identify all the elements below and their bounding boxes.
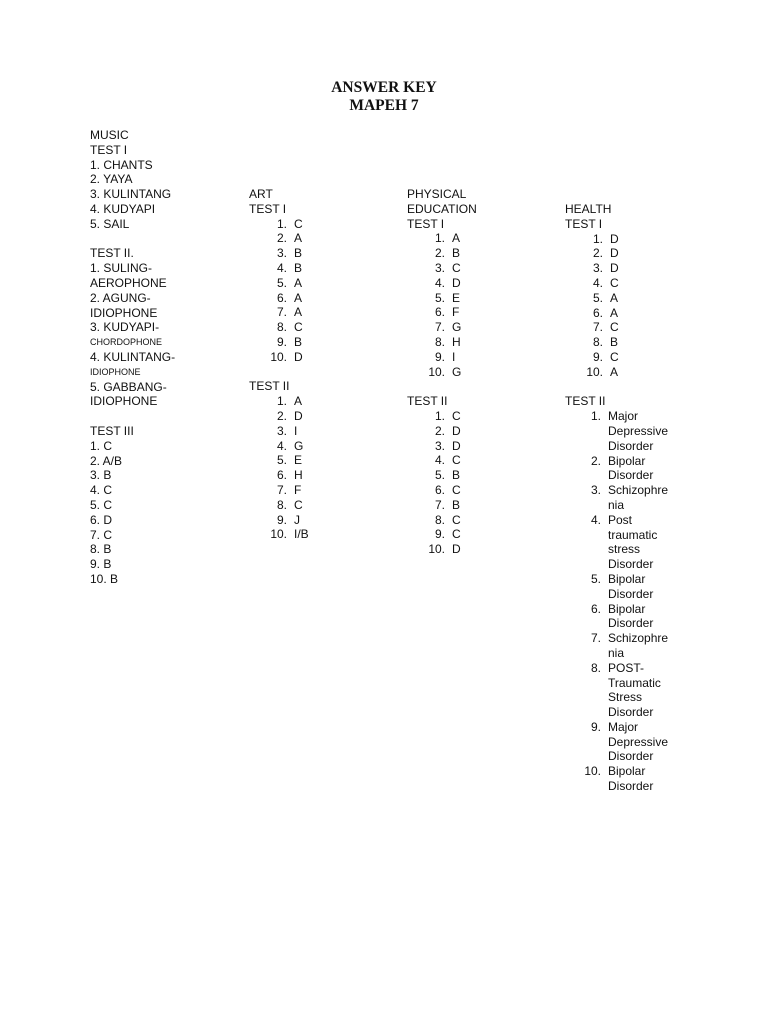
- art-test2-answer-number: 8.: [276, 497, 287, 512]
- health-test1-list: [565, 232, 705, 380]
- art-test1-answer-row: [249, 246, 389, 261]
- music-test2-item-name: 5. GABBANG-: [90, 379, 167, 394]
- music-test2-item-name: 4. KULINTANG-: [90, 349, 176, 364]
- music-test1-item: 3. KULINTANG: [90, 187, 172, 202]
- art-test2-answer-value: G: [294, 438, 304, 453]
- health-test2-answer-value: [601, 513, 668, 572]
- pe-test2-answer-row: [407, 453, 547, 468]
- health-test1-answer-value: C: [610, 275, 619, 290]
- music-test2-item-type: AEROPHONE: [90, 275, 167, 290]
- health-test1-answer-row: [565, 306, 705, 321]
- health-test1-answer-number: 10.: [586, 364, 603, 379]
- music-test2-item-type: IDIOPHONE: [90, 305, 158, 320]
- pe-test2-answer-value: B: [452, 468, 461, 483]
- pe-test1-answer-number: 8.: [434, 334, 445, 349]
- art-test1-answer-number: 1.: [276, 216, 287, 231]
- pe-test2-answer-row: [407, 424, 547, 439]
- art-test2-answer-number: 4.: [276, 438, 287, 453]
- art-test2-answer-number: 7.: [276, 482, 287, 497]
- health-test2-answer-number: 3.: [590, 483, 601, 498]
- health-test2-answer-number: 4.: [590, 512, 601, 527]
- pe-test2-answer-value: C: [452, 453, 461, 468]
- pe-test1-answer-value: H: [452, 334, 461, 349]
- art-test2-answer-value: E: [294, 453, 303, 468]
- art-test1-answer-number: 8.: [276, 320, 287, 335]
- pe-test2-answer-number: 10.: [428, 542, 445, 557]
- health-test1-answer-value: D: [610, 261, 619, 276]
- art-test1-label: TEST I: [249, 201, 287, 216]
- health-test2-answer-line: Traumatic: [608, 675, 661, 690]
- health-test2-answer-line: Bipolar: [608, 571, 646, 586]
- pe-test1-answer-number: 7.: [434, 320, 445, 335]
- art-test2-answer-value: F: [294, 482, 302, 497]
- health-test2-answer-row: [565, 602, 705, 632]
- health-test2-answer-value: [601, 409, 668, 453]
- art-test2-answer-number: 2.: [276, 408, 287, 423]
- health-test2-answer-number: 10.: [584, 764, 601, 779]
- pe-test1-answer-value: D: [452, 275, 461, 290]
- art-test1-answer-value: A: [294, 305, 303, 320]
- pe-test1-label: TEST I: [407, 216, 445, 231]
- music-test3-item: 4. C: [90, 483, 113, 498]
- health-test2-answer-line: Post: [608, 512, 633, 527]
- pe-test1-answer-number: 10.: [428, 364, 445, 379]
- art-test2-label: TEST II: [249, 379, 290, 394]
- health-test2-answer-number: 5.: [590, 571, 601, 586]
- music-test2-item-name: 1. SULING-: [90, 261, 153, 276]
- health-test1-answer-number: 1.: [592, 231, 603, 246]
- health-test2-answer-line: Disorder: [608, 749, 654, 764]
- health-test1-answer-row: [565, 320, 705, 335]
- pe-test2-answer-number: 3.: [434, 438, 445, 453]
- art-test2-answer-number: 9.: [276, 512, 287, 527]
- art-test1-answer-row: [249, 231, 389, 246]
- music-test1-label: TEST I: [90, 142, 128, 157]
- pe-test1-answer-number: 4.: [434, 275, 445, 290]
- pe-test2-answer-row: [407, 527, 547, 542]
- health-test1-answer-value: A: [610, 305, 619, 320]
- art-test1-answer-number: 4.: [276, 260, 287, 275]
- pe-column: [407, 187, 547, 557]
- health-test2-answer-row: [565, 454, 705, 484]
- health-test2-answer-value: [601, 720, 668, 764]
- health-test1-label: TEST I: [565, 216, 603, 231]
- art-test2-answer-value: C: [294, 497, 303, 512]
- health-test2-answer-number: 1.: [590, 409, 601, 424]
- pe-test1-answer-row: [407, 305, 547, 320]
- health-test1-answer-value: D: [610, 231, 619, 246]
- art-test2-answer-value: A: [294, 394, 303, 409]
- page-subtitle: MAPEH 7: [349, 97, 419, 114]
- health-test2-answer-row: [565, 764, 705, 794]
- art-test1-answer-value: B: [294, 246, 303, 261]
- health-test1-answer-row: [565, 365, 705, 380]
- health-test2-answer-value: [601, 454, 668, 484]
- music-test3-item: 3. B: [90, 468, 112, 483]
- health-test1-answer-number: 4.: [592, 275, 603, 290]
- pe-test2-answer-row: [407, 439, 547, 454]
- music-test2-label: TEST II.: [90, 246, 134, 261]
- health-test1-answer-row: [565, 246, 705, 261]
- pe-test2-answer-value: D: [452, 423, 461, 438]
- music-test1-item: 5. SAIL: [90, 216, 130, 231]
- health-test2-answer-line: Disorder: [608, 705, 654, 720]
- pe-test1-answer-row: [407, 335, 547, 350]
- health-test1-answer-row: [565, 291, 705, 306]
- art-test2-answer-row: [249, 424, 389, 439]
- health-test2-answer-number: 8.: [590, 660, 601, 675]
- art-test2-answer-value: H: [294, 468, 303, 483]
- music-test3-item: 8. B: [90, 542, 112, 557]
- health-test2-answer-number: 9.: [590, 719, 601, 734]
- art-test1-answer-number: 9.: [276, 334, 287, 349]
- pe-test2-label: TEST II: [407, 394, 448, 409]
- health-test2-answer-line: Bipolar: [608, 601, 646, 616]
- art-test2-answer-row: [249, 513, 389, 528]
- health-test1-answer-value: A: [610, 364, 619, 379]
- music-test1-item: 1. CHANTS: [90, 157, 153, 172]
- pe-test2-answer-value: C: [452, 527, 461, 542]
- music-test2-item-type: IDIOPHONE: [90, 394, 158, 409]
- art-test1-answer-number: 6.: [276, 290, 287, 305]
- health-test2-answer-line: Disorder: [608, 616, 654, 631]
- music-column: [90, 128, 175, 587]
- pe-test2-answer-number: 4.: [434, 453, 445, 468]
- health-test1-answer-value: D: [610, 246, 619, 261]
- art-test2-list: [249, 394, 389, 542]
- pe-test1-answer-value: F: [452, 305, 460, 320]
- music-test3-item: 7. C: [90, 527, 113, 542]
- pe-test2-answer-number: 6.: [434, 482, 445, 497]
- art-test1-answer-value: A: [294, 275, 303, 290]
- art-test1-answer-value: A: [294, 231, 303, 246]
- pe-test2-answer-row: [407, 542, 547, 557]
- health-test2-answer-line: traumatic: [608, 527, 658, 542]
- pe-test1-answer-row: [407, 276, 547, 291]
- music-test3-item: 6. D: [90, 512, 113, 527]
- music-test3-item: 5. C: [90, 497, 113, 512]
- health-test1-answer-value: A: [610, 290, 619, 305]
- health-test2-answer-number: 6.: [590, 601, 601, 616]
- pe-test2-answer-value: B: [452, 497, 461, 512]
- health-test2-answer-line: Stress: [608, 690, 643, 705]
- art-test1-answer-number: 5.: [276, 275, 287, 290]
- art-test2-answer-row: [249, 453, 389, 468]
- music-test3-item: 1. C: [90, 438, 113, 453]
- health-column: [565, 202, 705, 794]
- art-test1-answer-value: C: [294, 216, 303, 231]
- health-test2-answer-row: [565, 483, 705, 513]
- health-test1-answer-row: [565, 276, 705, 291]
- pe-test2-answer-value: D: [452, 542, 461, 557]
- health-test2-answer-row: [565, 720, 705, 764]
- health-test2-answer-value: [601, 602, 668, 632]
- pe-test1-answer-row: [407, 291, 547, 306]
- art-test2-answer-row: [249, 468, 389, 483]
- pe-test2-answer-row: [407, 483, 547, 498]
- music-test1-item: 4. KUDYAPI: [90, 201, 156, 216]
- health-test2-answer-number: 7.: [590, 631, 601, 646]
- music-test2-item-name: 3. KUDYAPI-: [90, 320, 160, 335]
- pe-test2-answer-number: 2.: [434, 423, 445, 438]
- health-test2-answer-line: Disorder: [608, 438, 654, 453]
- health-test2-answer-value: [601, 572, 668, 602]
- art-test1-answer-row: [249, 291, 389, 306]
- pe-test1-answer-number: 6.: [434, 305, 445, 320]
- art-test2-answer-number: 10.: [270, 527, 287, 542]
- health-test1-answer-number: 7.: [592, 320, 603, 335]
- art-test1-answer-value: A: [294, 290, 303, 305]
- music-test3-label: TEST III: [90, 423, 134, 438]
- pe-test2-answer-number: 7.: [434, 497, 445, 512]
- pe-test1-answer-number: 1.: [434, 231, 445, 246]
- music-test3-item: 10. B: [90, 571, 119, 586]
- health-test1-answer-row: [565, 261, 705, 276]
- health-test2-answer-line: Major: [608, 409, 639, 424]
- health-test1-answer-number: 9.: [592, 349, 603, 364]
- pe-test1-answer-number: 5.: [434, 290, 445, 305]
- art-test1-answer-row: [249, 217, 389, 232]
- pe-test1-answer-row: [407, 261, 547, 276]
- art-test1-answer-row: [249, 276, 389, 291]
- art-test1-answer-value: D: [294, 349, 303, 364]
- health-test2-answer-row: [565, 409, 705, 453]
- pe-test2-answer-number: 5.: [434, 468, 445, 483]
- pe-test2-answer-number: 9.: [434, 527, 445, 542]
- pe-test2-answer-value: D: [452, 438, 461, 453]
- art-test1-answer-row: [249, 261, 389, 276]
- pe-test1-answer-value: A: [452, 231, 461, 246]
- music-test3-item: 9. B: [90, 557, 112, 572]
- pe-test1-answer-value: B: [452, 246, 461, 261]
- health-test1-answer-value: C: [610, 320, 619, 335]
- health-test1-answer-row: [565, 350, 705, 365]
- health-test1-answer-row: [565, 335, 705, 350]
- pe-test1-answer-value: C: [452, 260, 461, 275]
- art-column: [249, 187, 389, 542]
- health-test1-answer-number: 3.: [592, 261, 603, 276]
- health-test1-answer-number: 6.: [592, 305, 603, 320]
- pe-test2-answer-value: C: [452, 482, 461, 497]
- health-test1-answer-number: 2.: [592, 246, 603, 261]
- art-test1-answer-row: [249, 305, 389, 320]
- health-test2-answer-line: nia: [608, 497, 625, 512]
- health-test2-answer-value: [601, 483, 668, 513]
- health-test1-answer-row: [565, 232, 705, 247]
- health-test2-answer-line: stress: [608, 542, 641, 557]
- pe-test2-list: [407, 409, 547, 557]
- art-test1-answer-number: 2.: [276, 231, 287, 246]
- pe-test2-answer-number: 8.: [434, 512, 445, 527]
- pe-test1-list: [407, 231, 547, 379]
- pe-test2-answer-value: C: [452, 512, 461, 527]
- health-heading: HEALTH: [565, 202, 612, 216]
- page-title: ANSWER KEY: [331, 79, 437, 96]
- health-test2-answer-line: Schizophre: [608, 483, 669, 498]
- art-test2-answer-row: [249, 527, 389, 542]
- health-test2-label: TEST II: [565, 394, 606, 409]
- art-test1-answer-row: [249, 350, 389, 365]
- art-test1-list: [249, 217, 389, 365]
- art-test2-answer-number: 6.: [276, 468, 287, 483]
- music-test2-item-type: IDIOPHONE: [90, 366, 141, 377]
- health-test2-answer-line: Bipolar: [608, 764, 646, 779]
- health-test2-answer-number: 2.: [590, 453, 601, 468]
- health-test2-answer-row: [565, 572, 705, 602]
- pe-test2-answer-row: [407, 409, 547, 424]
- art-test1-answer-value: C: [294, 320, 303, 335]
- music-test2-item-type: CHORDOPHONE: [90, 337, 163, 348]
- art-test2-answer-number: 1.: [276, 394, 287, 409]
- pe-test2-answer-value: C: [452, 408, 461, 423]
- art-test2-answer-value: I/B: [294, 527, 309, 542]
- pe-test1-answer-value: I: [452, 349, 456, 364]
- health-test2-answer-line: POST-: [608, 660, 645, 675]
- art-test2-answer-value: D: [294, 408, 303, 423]
- music-heading: MUSIC: [90, 128, 129, 142]
- health-test1-answer-value: B: [610, 335, 619, 350]
- art-test1-answer-value: B: [294, 260, 303, 275]
- health-test2-answer-line: Disorder: [608, 779, 654, 794]
- health-test2-answer-value: [601, 631, 668, 661]
- health-test2-answer-line: Depressive: [608, 734, 669, 749]
- health-test2-answer-value: [601, 764, 668, 794]
- health-test2-answer-line: Depressive: [608, 423, 669, 438]
- music-test3-item: 2. A/B: [90, 453, 123, 468]
- health-test2-answer-line: Disorder: [608, 557, 654, 572]
- health-test2-answer-line: Disorder: [608, 468, 654, 483]
- health-test2-list: [565, 409, 705, 794]
- music-test1-item: 2. YAYA: [90, 172, 133, 187]
- art-test2-answer-row: [249, 498, 389, 513]
- pe-test1-answer-value: G: [452, 364, 462, 379]
- art-test1-answer-row: [249, 320, 389, 335]
- health-test2-answer-line: Disorder: [608, 586, 654, 601]
- art-test1-answer-number: 10.: [270, 349, 287, 364]
- pe-heading-line1: PHYSICAL: [407, 187, 467, 201]
- art-test2-answer-value: I: [294, 423, 298, 438]
- health-test1-answer-number: 8.: [592, 335, 603, 350]
- health-test2-answer-line: Schizophre: [608, 631, 669, 646]
- pe-test1-answer-number: 9.: [434, 349, 445, 364]
- art-test2-answer-row: [249, 439, 389, 454]
- art-test2-answer-number: 5.: [276, 453, 287, 468]
- health-test1-answer-value: C: [610, 349, 619, 364]
- art-test2-answer-value: J: [294, 512, 300, 527]
- art-test2-answer-number: 3.: [276, 423, 287, 438]
- art-test2-answer-row: [249, 409, 389, 424]
- pe-test1-answer-row: [407, 350, 547, 365]
- art-test1-answer-row: [249, 335, 389, 350]
- pe-test1-answer-row: [407, 246, 547, 261]
- pe-test1-answer-value: E: [452, 290, 461, 305]
- health-test2-answer-line: Bipolar: [608, 453, 646, 468]
- art-test1-answer-number: 7.: [276, 305, 287, 320]
- health-test2-answer-line: nia: [608, 645, 625, 660]
- pe-test2-answer-row: [407, 513, 547, 528]
- health-test2-answer-value: [601, 661, 668, 720]
- health-test2-answer-row: [565, 513, 705, 572]
- pe-test1-answer-number: 3.: [434, 260, 445, 275]
- health-test1-answer-number: 5.: [592, 290, 603, 305]
- health-test2-answer-row: [565, 631, 705, 661]
- health-test2-answer-line: Major: [608, 719, 639, 734]
- music-test2-item-name: 2. AGUNG-: [90, 290, 151, 305]
- art-test2-answer-row: [249, 483, 389, 498]
- art-heading: ART: [249, 187, 273, 201]
- pe-test1-answer-row: [407, 365, 547, 380]
- art-test1-answer-number: 3.: [276, 246, 287, 261]
- pe-test2-answer-row: [407, 498, 547, 513]
- pe-test1-answer-number: 2.: [434, 246, 445, 261]
- pe-test1-answer-row: [407, 231, 547, 246]
- pe-test1-answer-value: G: [452, 320, 462, 335]
- pe-heading-line2: EDUCATION: [407, 201, 477, 216]
- pe-test2-answer-number: 1.: [434, 408, 445, 423]
- pe-test2-answer-row: [407, 468, 547, 483]
- art-test2-answer-row: [249, 394, 389, 409]
- health-test2-answer-row: [565, 661, 705, 720]
- pe-test1-answer-row: [407, 320, 547, 335]
- art-test1-answer-value: B: [294, 334, 303, 349]
